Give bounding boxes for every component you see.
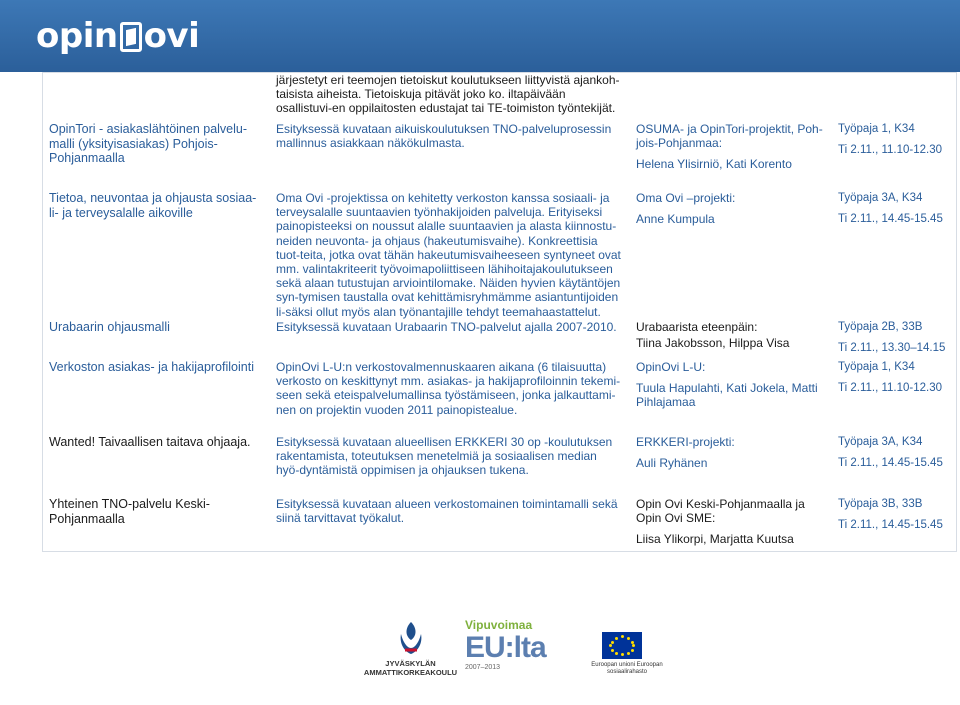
workshop-label: Työpaja 1, K34 bbox=[838, 123, 915, 135]
row-schedule bbox=[838, 320, 953, 355]
jamk-emblem-icon bbox=[395, 620, 427, 656]
row-description: Esityksessä kuvataan Urabaarin TNO-palvelut ajalla 2007-2010. bbox=[276, 320, 617, 334]
eu-logo bbox=[572, 632, 682, 676]
workshop-time: Ti 2.11., 11.10-12.30 bbox=[838, 382, 942, 395]
row-title: OpinTori - asiakaslähtöinen palvelu-malli (yksityisasiakas) Pohjois-Pohjanmaalla bbox=[49, 122, 248, 165]
workshop-label: Työpaja 3A, K34 bbox=[838, 436, 923, 448]
row-title: Yhteinen TNO-palvelu Keski-Pohjanmaalla bbox=[49, 497, 210, 526]
workshop-label: Työpaja 1, K34 bbox=[838, 361, 915, 373]
workshop-time: Ti 2.11., 11.10-12.30 bbox=[838, 144, 942, 157]
presenter-project: OSUMA- ja OpinTori-projektit, Poh-jois-Pohjanmaa: bbox=[636, 122, 823, 151]
header-banner bbox=[0, 0, 960, 72]
row-description: Oma Ovi -projektissa on kehitetty verkoston kanssa sosiaali- ja terveysalalle suuntaavien työnhakijoiden palveluja. Erityiseksi painopisteeksi on noussut alalle suuntaavien ja alasta kiinnostu-neiden neuvonta- ja ohjaus (hakeutumisvaihe). Konkreettisia tuot-teita, jotka ovat tähän hakeutumisvaiheeseen syntyneet ovat mm. valintakriteerit työvoimapoliittiseen lähihoitajakoulutukseen sekä alaan tutustujan arviointilomake. Näiden hyvien käytäntöjen syn-tymisen taustalla ovat kehittämisryhmämme asiantuntijoiden li-säksi ollut myös alan työnantajille tehdyt teemahaastattelut. bbox=[276, 191, 621, 319]
presenter-project: Oma Ovi –projekti: bbox=[636, 191, 736, 205]
logo-text-left: opin bbox=[36, 16, 118, 56]
workshop-time: Ti 2.11., 13.30–14.15 bbox=[838, 342, 946, 355]
row-title: Verkoston asiakas- ja hakijaprofilointi bbox=[49, 360, 254, 374]
presenter-names: Tuula Hapulahti, Kati Jokela, Matti Pihlajamaa bbox=[636, 381, 818, 410]
footer-logos bbox=[0, 610, 960, 705]
row-schedule bbox=[838, 497, 953, 532]
row-title: Urabaarin ohjausmalli bbox=[49, 320, 170, 334]
presenter-project: ERKKERI-projekti: bbox=[636, 435, 735, 449]
opinovi-logo bbox=[36, 14, 199, 58]
eu-text: Euroopan unioni Euroopan sosiaalirahasto bbox=[591, 662, 663, 675]
row-presenters bbox=[636, 435, 826, 470]
presenter-project: OpinOvi L-U: bbox=[636, 360, 706, 374]
row-description: Esityksessä kuvataan alueellisen ERKKERI 30 op -koulutuksen rakentamista, toteutuksen menetelmiä ja sosiaalisen median hyö-dyntämistä oppimisen ja ohjauksen tukena. bbox=[276, 435, 613, 478]
row-schedule bbox=[838, 435, 953, 470]
jamk-logo bbox=[358, 620, 463, 677]
row-description: Esityksessä kuvataan alueen verkostomainen toimintamalli sekä siinä tarvittavat työkalut. bbox=[276, 497, 618, 526]
row-title: Tietoa, neuvontaa ja ohjausta sosiaa-li- ja terveysalalle aikoville bbox=[49, 191, 257, 220]
row-presenters bbox=[636, 320, 826, 350]
vipu-sub: 2007–2013 bbox=[465, 664, 501, 671]
row-title: Wanted! Taivaallisen taitava ohjaaja. bbox=[49, 435, 251, 449]
vipu-main: EU:lta bbox=[465, 631, 546, 664]
vipuvoimaa-logo bbox=[465, 618, 565, 671]
presenter-names: Liisa Ylikorpi, Marjatta Kuutsa bbox=[636, 532, 794, 547]
workshop-time: Ti 2.11., 14.45-15.45 bbox=[838, 519, 943, 532]
row-description: OpinOvi L-U:n verkostovalmennuskaaren aikana (6 tilaisuutta) verkosto on keskittynyt mm. asiakas- ja hakijaprofiloinnin tekemi-seen sekä eteispalvelumallinsa työstämiseen, jonka jalkauttami-nen on projektin vuoden 2011 painopistealue. bbox=[276, 360, 621, 417]
workshop-time: Ti 2.11., 14.45-15.45 bbox=[838, 213, 943, 226]
eu-flag-icon bbox=[602, 632, 642, 659]
row-presenters bbox=[636, 191, 826, 226]
presenter-project: Opin Ovi Keski-Pohjanmaalla ja Opin Ovi SME: bbox=[636, 497, 805, 526]
intro-text: järjestetyt eri teemojen tietoiskut koulutukseen liittyvistä ajankoh-taisista aiheista. Tietoiskuja pitävät joko ko. iltapäivään osallistuvi-en oppilaitosten edustajat tai TE-toimiston työntekijät. bbox=[276, 73, 620, 116]
door-icon bbox=[120, 22, 142, 52]
row-presenters bbox=[636, 497, 826, 547]
workshop-label: Työpaja 3A, K34 bbox=[838, 192, 923, 204]
presenter-names: Anne Kumpula bbox=[636, 212, 715, 227]
row-schedule bbox=[838, 360, 953, 395]
logo-text-right: ovi bbox=[143, 16, 200, 56]
presenter-project: Urabaarista eteenpäin: bbox=[636, 320, 758, 334]
row-schedule bbox=[838, 191, 953, 226]
row-presenters bbox=[636, 122, 826, 172]
row-schedule bbox=[838, 122, 953, 157]
presenter-names: Tiina Jakobsson, Hilppa Visa bbox=[636, 336, 790, 351]
row-description: Esityksessä kuvataan aikuiskoulutuksen TNO-palveluprosessin mallinnus asiakkaan näkökulmasta. bbox=[276, 122, 612, 151]
workshop-label: Työpaja 2B, 33B bbox=[838, 321, 923, 333]
row-presenters bbox=[636, 360, 826, 410]
presenter-names: Helena Ylisirniö, Kati Korento bbox=[636, 157, 792, 172]
jamk-text: JYVÄSKYLÄN AMMATTIKORKEAKOULU bbox=[363, 659, 458, 677]
workshop-label: Työpaja 3B, 33B bbox=[838, 498, 923, 510]
vipu-top: Vipuvoimaa bbox=[465, 618, 533, 632]
workshop-time: Ti 2.11., 14.45-15.45 bbox=[838, 457, 943, 470]
presenter-names: Auli Ryhänen bbox=[636, 456, 708, 471]
